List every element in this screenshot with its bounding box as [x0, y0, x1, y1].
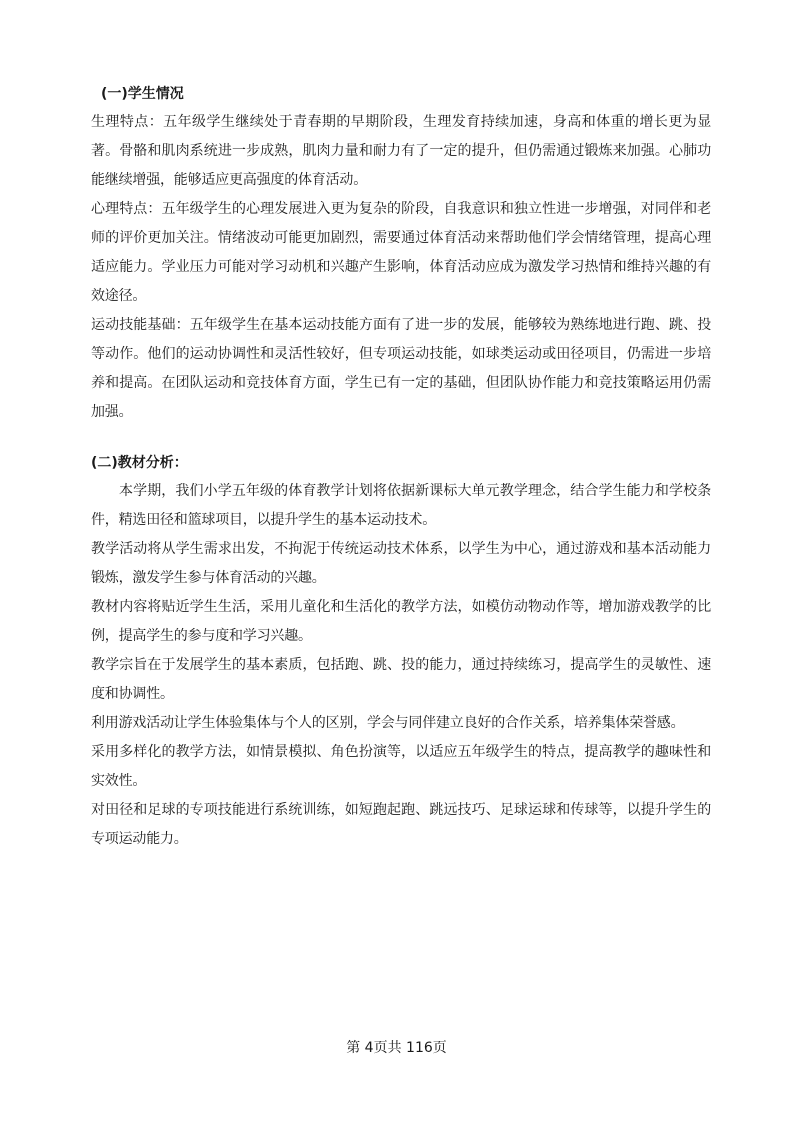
page-content	[91, 80, 711, 854]
paragraph-semester-intro: 本学期，我们小学五年级的体育教学计划将依据新课标大单元教学理念，结合学生能力和学校条件，精选田径和篮球项目，以提升学生的基本运动技术。	[91, 483, 711, 528]
section-heading-student-situation: (一)学生情况	[101, 86, 184, 102]
section-gap	[91, 427, 711, 449]
paragraph-teaching-purpose: 教学宗旨在于发展学生的基本素质，包括跑、跳、投的能力，通过持续练习，提高学生的灵敏性、速度和协调性。	[91, 657, 711, 702]
paragraph-textbook-content: 教材内容将贴近学生生活，采用儿童化和生活化的教学方法，如模仿动物动作等，增加游戏教学的比例，提高学生的参与度和学习兴趣。	[91, 599, 711, 644]
paragraph-motor-skills: 运动技能基础：五年级学生在基本运动技能方面有了进一步的发展，能够较为熟练地进行跑、跳、投等动作。他们的运动协调性和灵活性较好，但专项运动技能，如球类运动或田径项目，仍需进一步培养和提高。在团队运动和竞技体育方面，学生已有一定的基础，但团队协作能力和竞技策略运用仍需加强。	[91, 317, 711, 420]
paragraph-special-skills: 对田径和足球的专项技能进行系统训练，如短跑起跑、跳远技巧、足球运球和传球等，以提升学生的专项运动能力。	[91, 802, 711, 847]
paragraph-game-activities: 利用游戏活动让学生体验集体与个人的区别，学会与同伴建立良好的合作关系，培养集体荣誉感。	[91, 715, 685, 731]
paragraph-psychology: 心理特点：五年级学生的心理发展进入更为复杂的阶段，自我意识和独立性进一步增强，对同伴和老师的评价更加关注。情绪波动可能更加剧烈，需要通过体育活动来帮助他们学会情绪管理，提高心理适应能力。学业压力可能对学习动机和兴趣产生影响，体育活动应成为激发学习热情和维持兴趣的有效途径。	[91, 201, 711, 304]
page-number-footer: 第 4页共 116页	[346, 1040, 447, 1056]
paragraph-teaching-methods: 采用多样化的教学方法，如情景模拟、角色扮演等，以适应五年级学生的特点，提高教学的趣味性和实效性。	[91, 744, 711, 789]
section-heading-textbook-analysis: (二)教材分析：	[91, 455, 188, 471]
paragraph-teaching-activities: 教学活动将从学生需求出发，不拘泥于传统运动技术体系，以学生为中心，通过游戏和基本活动能力锻炼，激发学生参与体育活动的兴趣。	[91, 541, 711, 586]
paragraph-physiology: 生理特点：五年级学生继续处于青春期的早期阶段，生理发育持续加速，身高和体重的增长更为显著。骨骼和肌肉系统进一步成熟，肌肉力量和耐力有了一定的提升，但仍需通过锻炼来加强。心肺功能继续增强，能够适应更高强度的体育活动。	[91, 114, 711, 188]
